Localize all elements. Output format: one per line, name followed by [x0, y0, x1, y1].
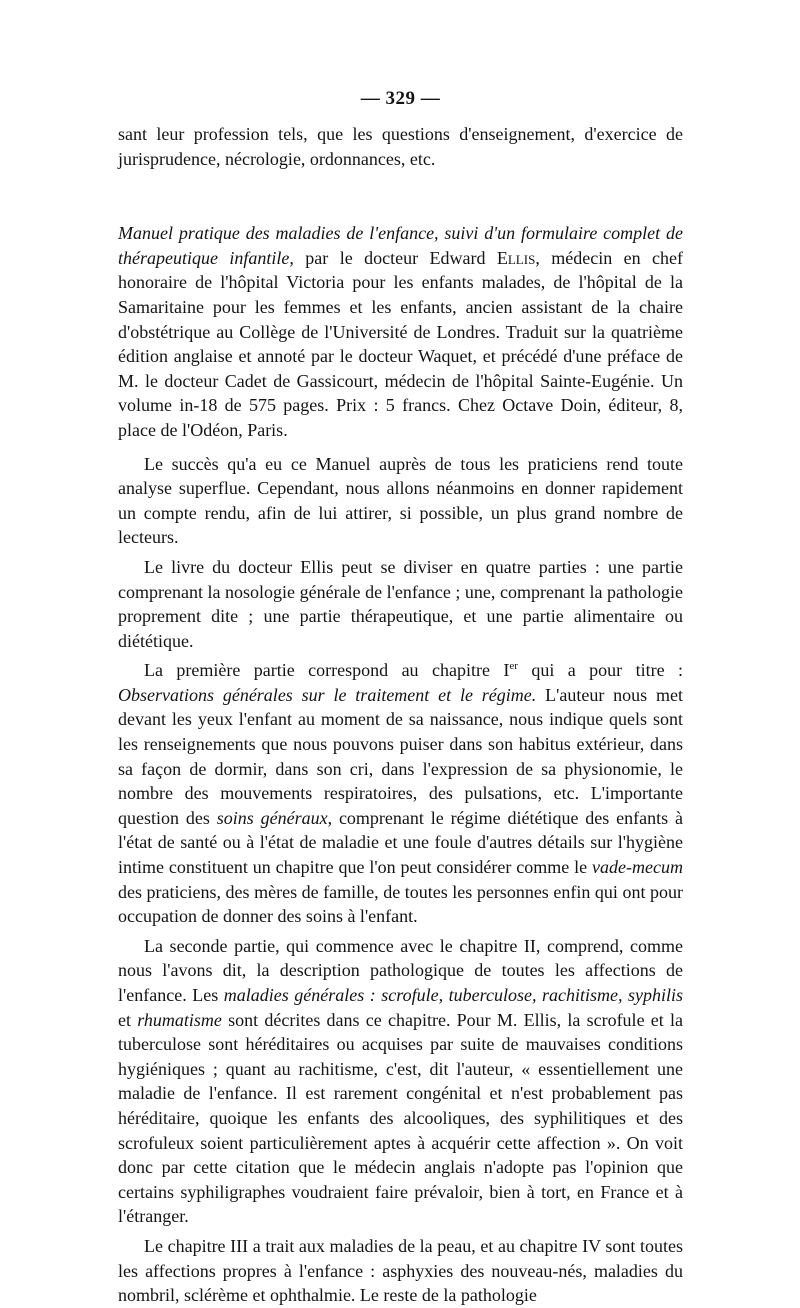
italic-text: rhumatisme	[137, 1009, 222, 1030]
paragraph-book-parts	[118, 555, 683, 653]
paragraph-text: et	[118, 1009, 138, 1030]
italic-text: maladies générales : scrofule, tuberculose, rachitisme, syphilis	[223, 985, 684, 1005]
paragraph-text: Le succès qu'a eu ce Manuel auprès de tous les praticiens rend toute analyse superflue. Cependant, nous allons néanmoins en donner rapidement un compte rendu, afin de lui attirer, si possible, un plus grand nombre de lecteurs.	[118, 453, 683, 548]
paragraph-text: Le chapitre III a trait aux maladies de la peau, et au chapitre IV sont toutes les affections propres à l'enfance : asphyxies des nouveau-nés, maladies du nombril, sclérème et ophthalmie. Le reste de la pathologie	[118, 1235, 683, 1306]
book-title: Manuel pratique des maladies de l'enfance, suivi d'un formulaire complet de thérapeutique infantile,	[118, 223, 683, 268]
italic-text: Observations générales sur le traitement et le régime.	[118, 684, 537, 705]
page-number: — 329 —	[360, 88, 441, 109]
superscript: er	[509, 660, 518, 673]
paragraph-text: La première partie correspond au chapitre I	[144, 660, 510, 681]
paragraph-first-part	[118, 658, 683, 929]
entry-text: par le docteur Edward	[293, 247, 497, 268]
paragraph-text: sant leur profession tels, que les questions d'enseignement, d'exercice de jurisprudence, nécrologie, ordonnances, etc.	[118, 124, 683, 169]
paragraph-text: qui a pour titre :	[517, 660, 683, 681]
paragraph-text: Le livre du docteur Ellis peut se diviser en quatre parties : une partie comprenant la nosologie générale de l'enfance ; une, comprenant la pathologie proprement dite ; une partie thérapeutique, et une partie alimentaire ou diététique.	[118, 556, 683, 651]
paragraph-text: , comprenant le régime diététique des enfants à l'état de santé ou à l'état de maladie et une foule d'autres détails sur l'hygiène intime constituent un chapitre que l'on peut considérer comme le	[118, 807, 683, 878]
paragraph-review-intro	[118, 452, 683, 550]
paragraph-continuation	[118, 122, 683, 171]
paragraph-second-part	[118, 934, 683, 1229]
paragraph-text: La seconde partie, qui commence avec le chapitre II, comprend, comme nous l'avons dit, la description pathologique de toutes les affections de l'enfance. Les	[118, 935, 683, 1005]
paragraph-text: des praticiens, des mères de famille, de toutes les personnes enfin qui ont pour occupation de donner des soins à l'enfant.	[118, 881, 683, 927]
paragraph-text: sont décrites dans ce chapitre. Pour M. Ellis, la scrofule et la tuberculose sont héréditaires ou acquises par suite de mauvaises conditions hygiéniques ; quant au rachitisme, c'est, dit l'auteur, « essentiellement une maladie de l'enfance. Il est rarement congénital et n'est probablement pas héréditaire, quoique les enfants des alcooliques, des syphilitiques et des scrofuleux soient particulièrement aptes à acquérir cette affection ». On voit donc par cette citation que le médecin anglais n'adopte pas l'opinion que certains syphiligraphes voudraient faire prévaloir, bien à tort, en France et à l'étranger.	[118, 1009, 683, 1227]
author-name: Ellis	[496, 247, 536, 268]
italic-text: soins généraux	[216, 807, 328, 828]
bibliographic-entry	[118, 221, 683, 442]
entry-text: , médecin en chef honoraire de l'hôpital Victoria pour les enfants malades, de l'hôpital de la Samaritaine pour les femmes et les enfants, ancien assistant de la chaire d'obstétrique au Collège de l'Université de Londres. Traduit sur la quatrième édition anglaise et annoté par le docteur Waquet, et précédé d'une préface de M. le docteur Cadet de Gassicourt, médecin de l'hôpital Sainte-Eugénie. Un volume in-18 de 575 pages. Prix : 5 francs. Chez Octave Doin, éditeur, 8, place de l'Odéon, Paris.	[118, 247, 683, 440]
paragraph-text: L'auteur nous met devant les yeux l'enfant au moment de sa naissance, nous indique quels sont les renseignements que nous pouvons puiser dans son habitus extérieur, dans sa façon de dormir, dans son cri, dans l'expression de sa physionomie, le nombre des mouvements respiratoires, des pulsations, etc. L'importante question des	[118, 684, 683, 828]
paragraph-chapters	[118, 1234, 683, 1308]
italic-text: vade-mecum	[592, 857, 683, 878]
